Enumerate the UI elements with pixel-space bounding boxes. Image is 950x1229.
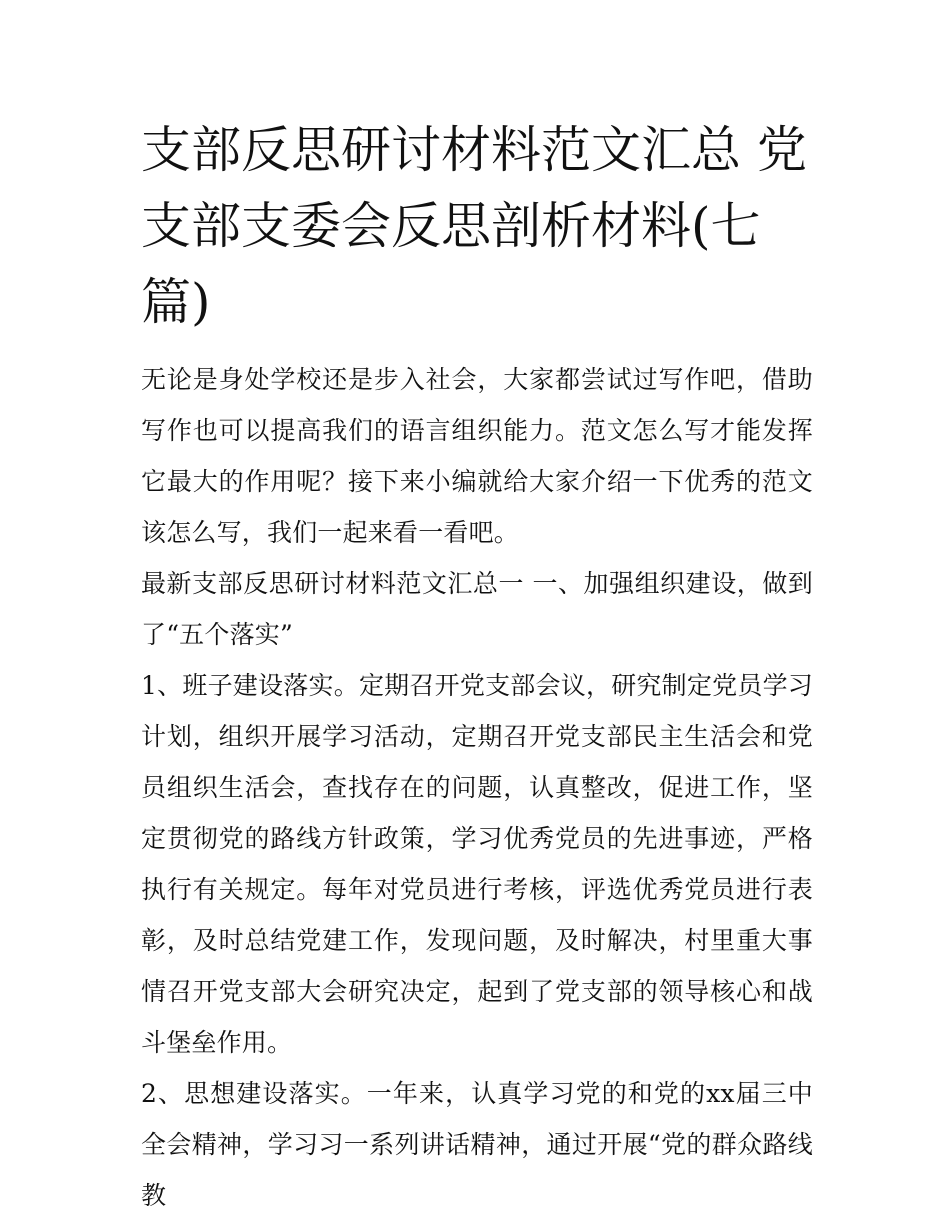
document-title: 支部反思研讨材料范文汇总 党支部支委会反思剖析材料(七篇) <box>141 121 807 331</box>
document-page <box>141 112 813 1221</box>
body-paragraph: 1、班子建设落实。定期召开党支部会议，研究制定党员学习计划，组织开展学习活动，定期召开党支部民主生活会和党员组织生活会，查找存在的问题，认真整改，促进工作，坚定贯彻党的路线方针政策，学习优秀党员的先进事迹，严格执行有关规定。每年对党员进行考核，评选优秀党员进行表彰，及时总结党建工作，发现问题，及时解决，村里重大事情召开党支部大会研究决定，起到了党支部的领导核心和战斗堡垒作用。 <box>141 671 813 1057</box>
section-heading: 最新支部反思研讨材料范文汇总一 一、加强组织建设，做到了“五个落实” <box>141 569 813 649</box>
body-paragraph: 2、思想建设落实。一年来，认真学习党的和党的xx届三中全会精神，学习习一系列讲话精神，通过开展“党的群众路线教 <box>141 1079 813 1210</box>
intro-paragraph: 无论是身处学校还是步入社会，大家都尝试过写作吧，借助写作也可以提高我们的语言组织能力。范文怎么写才能发挥它最大的作用呢？接下来小编就给大家介绍一下优秀的范文该怎么写，我们一起来看一看吧。 <box>141 365 813 547</box>
